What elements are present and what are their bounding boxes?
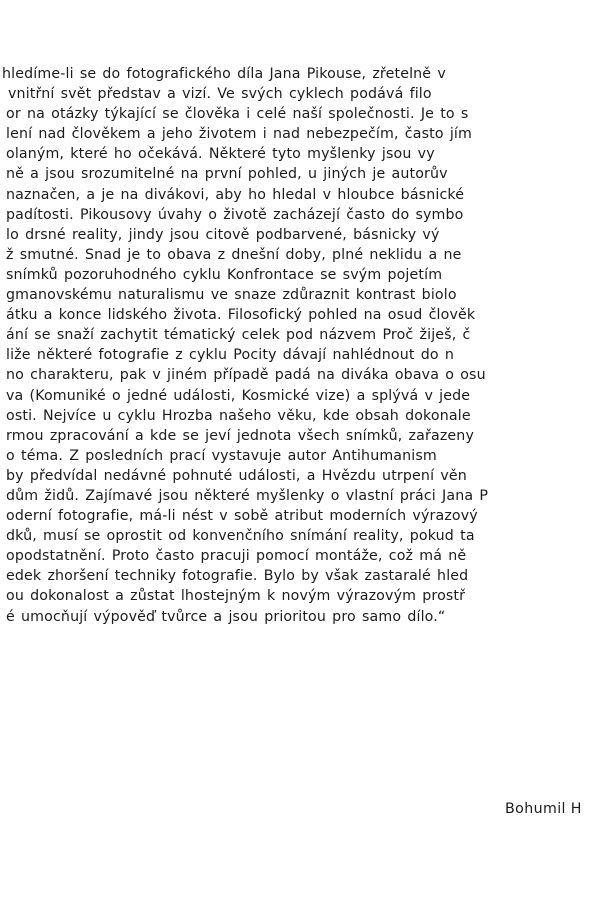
text-line: átku a konce lidského života. Filosofický pohled na osud člověk	[6, 307, 476, 324]
text-line: gmanovskému naturalismu ve snaze zdůraznit kontrast biolo	[6, 287, 457, 304]
text-line: oderní fotografie, má-li nést v sobě atribut moderních výrazový	[6, 508, 478, 525]
text-line: ou dokonalost a zůstat lhostejným k novým výrazovým prostř	[6, 588, 466, 605]
text-line: or na otázky týkající se člověka i celé naší společnosti. Je to s	[6, 106, 469, 123]
text-line: snímků pozoruhodného cyklu Konfrontace se svým pojetím	[6, 266, 443, 283]
text-line: dků, musí se oprostit od konvenčního snímání reality, pokud ta	[6, 528, 475, 545]
text-line: lení nad člověkem a jeho životem i nad nebezpečím, často jím	[6, 126, 472, 143]
text-line: ž smutné. Snad je to obava z dnešní doby, plné neklidu a ne	[6, 246, 462, 263]
text-line: no charakteru, pak v jiném případě padá na diváka obava o osu	[6, 367, 486, 384]
text-line: padítosti. Pikousovy úvahy o životě zacházejí často do symbo	[6, 206, 464, 223]
text-line: hledíme-li se do fotografického díla Jana Pikouse, zřetelně v	[2, 66, 446, 82]
text-line: o téma. Z posledních prací vystavuje autor Antihumanism	[6, 447, 437, 464]
text-line: olaným, které ho očekává. Některé tyto myšlenky jsou vy	[6, 146, 435, 163]
text-line: dům židů. Zajímavé jsou některé myšlenky o vlastní práci Jana P	[6, 487, 489, 504]
essay-body-text	[0, 64, 600, 627]
author-signature: Bohumil H	[505, 801, 582, 817]
text-line: naznačen, a je na divákovi, aby ho hledal v hloubce básnické	[6, 186, 465, 203]
text-line: by předvídal nedávné pohnuté události, a Hvězdu utrpení věn	[6, 467, 467, 484]
text-line: osti. Nejvíce u cyklu Hrozba našeho věku, kde obsah dokonale	[6, 407, 471, 424]
text-line: ání se snaží zachytit tématický celek pod názvem Proč žiješ, č	[6, 327, 471, 344]
text-line: lo drsné reality, jindy jsou citově podbarvené, básnicky vý	[6, 226, 440, 243]
text-line: edek zhoršení techniky fotografie. Bylo by však zastaralé hled	[6, 568, 469, 585]
text-line: opodstatnění. Proto často pracuji pomocí montáže, což má ně	[6, 548, 467, 565]
text-line: liže některé fotografie z cyklu Pocity dávají nahlédnout do n	[6, 347, 455, 364]
text-line: vnitřní svět představ a vizí. Ve svých cyklech podává filo	[8, 86, 432, 103]
text-line: é umocňují výpověď tvůrce a jsou prioritou pro samo dílo.“	[6, 608, 446, 625]
text-line: ně a jsou srozumitelné na první pohled, u jiných je autorův	[6, 166, 448, 183]
text-line: rmou zpracování a kde se jeví jednota všech snímků, zařazeny	[6, 427, 474, 444]
text-line: va (Komuniké o jedné události, Kosmické vize) a splývá v jede	[6, 387, 471, 404]
